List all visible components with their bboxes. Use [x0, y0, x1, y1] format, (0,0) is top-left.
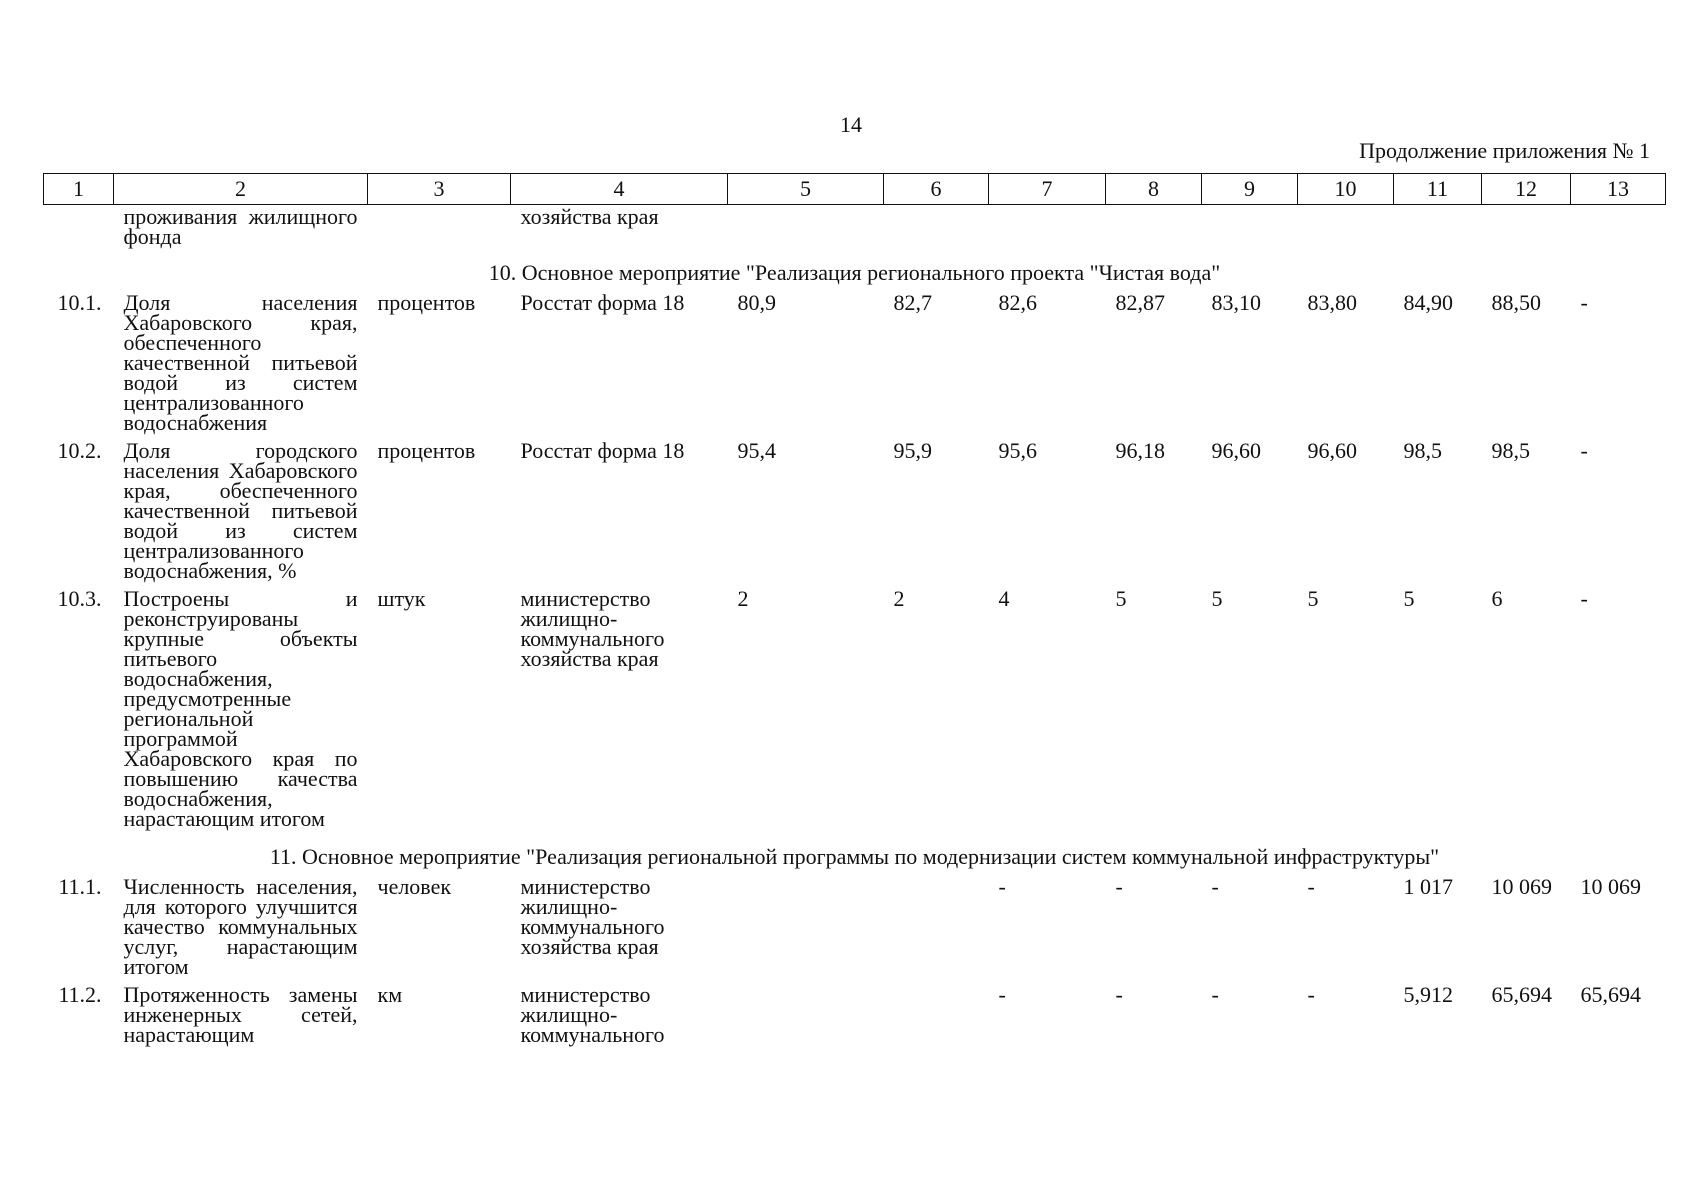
- value-cell: -: [998, 874, 1006, 899]
- column-header: 11: [1394, 174, 1482, 205]
- column-header: 1: [44, 174, 114, 205]
- section-title: 11. Основное мероприятие "Реализация региональной программы по модернизации систем коммунальной инфраструктуры": [269, 844, 1440, 869]
- unit-cell: штук: [377, 586, 426, 611]
- value-cell: 4: [998, 586, 1010, 611]
- table-row: [44, 985, 1666, 1053]
- value-cell: 84,90: [1403, 290, 1453, 315]
- value-cell: 96,18: [1115, 438, 1165, 463]
- column-header: 9: [1202, 174, 1298, 205]
- value-cell: -: [1307, 982, 1315, 1007]
- data-source: министерство жилищно-коммунального хозяйства края: [520, 586, 665, 671]
- value-cell: 83,10: [1211, 290, 1261, 315]
- data-source: хозяйства края: [520, 204, 659, 229]
- indicator-name: Доля населения Хабаровского края, обеспеченного качественной питьевой водой из систем централизованного водоснабжения: [123, 290, 358, 435]
- row-number: 10.2.: [57, 438, 102, 463]
- table-row: [44, 589, 1666, 837]
- page-number: 14: [840, 112, 862, 137]
- value-cell: 2: [893, 586, 905, 611]
- value-cell: 98,5: [1491, 438, 1530, 463]
- value-cell: [884, 985, 989, 1053]
- indicator-name: Численность населения, для которого улучшится качество коммунальных услуг, нарастающим итогом: [123, 874, 358, 979]
- data-source: Росстат форма 18: [520, 438, 685, 463]
- value-cell: [884, 877, 989, 985]
- indicators-table: [43, 173, 1666, 1053]
- value-cell: 82,87: [1115, 290, 1165, 315]
- indicator-name: Построены и реконструированы крупные объекты питьевого водоснабжения, предусмотренные региональной программой Хабаровского края по повышению качества водоснабжения, нарастающим итогом: [123, 586, 358, 831]
- value-cell: 88,50: [1491, 290, 1541, 315]
- value-cell: 96,60: [1211, 438, 1261, 463]
- indicator-name: Протяженность замены инженерных сетей, нарастающим: [123, 982, 358, 1047]
- column-header: 7: [989, 174, 1106, 205]
- value-cell: 82,7: [893, 290, 932, 315]
- value-cell: 5: [1211, 586, 1223, 611]
- data-source: министерство жилищно-коммунального: [520, 982, 665, 1047]
- continuation-label: Продолжение приложения № 1: [1359, 138, 1650, 163]
- indicator-name: Доля городского населения Хабаровского края, обеспеченного качественной питьевой водой из систем централизованного водоснабжения, %: [123, 438, 358, 583]
- value-cell: -: [998, 982, 1006, 1007]
- unit-cell: процентов: [377, 290, 476, 315]
- column-header: 13: [1571, 174, 1666, 205]
- value-cell: 95,4: [737, 438, 776, 463]
- table-row: [44, 293, 1666, 441]
- value-cell: -: [1580, 290, 1588, 315]
- column-number-header: [44, 174, 1666, 205]
- value-cell: 95,6: [998, 438, 1037, 463]
- indicator-name: проживания жилищного фонда: [123, 204, 358, 249]
- value-cell: -: [1211, 982, 1219, 1007]
- value-cell: 10 069: [1491, 874, 1552, 899]
- value-cell: [728, 877, 884, 985]
- value-cell: 2: [737, 586, 749, 611]
- row-number: 10.3.: [57, 586, 102, 611]
- value-cell: -: [1580, 438, 1588, 463]
- value-cell: 1 017: [1403, 874, 1453, 899]
- value-cell: 10 069: [1580, 874, 1641, 899]
- value-cell: 5,912: [1403, 982, 1453, 1007]
- column-header: 6: [884, 174, 989, 205]
- column-header: 8: [1106, 174, 1202, 205]
- section-header-row: [44, 837, 1666, 877]
- value-cell: 83,80: [1307, 290, 1357, 315]
- value-cell: 65,694: [1580, 982, 1641, 1007]
- value-cell: 6: [1491, 586, 1503, 611]
- column-header: 4: [511, 174, 728, 205]
- value-cell: -: [1580, 586, 1588, 611]
- continued-row: [44, 205, 1666, 254]
- value-cell: 5: [1403, 586, 1415, 611]
- value-cell: 5: [1307, 586, 1319, 611]
- data-source: Росстат форма 18: [520, 290, 685, 315]
- unit-cell: км: [377, 982, 403, 1007]
- value-cell: -: [1115, 874, 1123, 899]
- value-cell: 5: [1115, 586, 1127, 611]
- value-cell: 96,60: [1307, 438, 1357, 463]
- column-header: 10: [1298, 174, 1394, 205]
- value-cell: -: [1307, 874, 1315, 899]
- value-cell: -: [1115, 982, 1123, 1007]
- section-header-row: [44, 253, 1666, 293]
- column-header: 5: [728, 174, 884, 205]
- value-cell: 65,694: [1491, 982, 1552, 1007]
- value-cell: -: [1211, 874, 1219, 899]
- column-header: 2: [114, 174, 368, 205]
- unit-cell: человек: [377, 874, 452, 899]
- column-header: 3: [368, 174, 511, 205]
- table-row: [44, 877, 1666, 985]
- value-cell: 98,5: [1403, 438, 1442, 463]
- section-title: 10. Основное мероприятие "Реализация регионального проекта "Чистая вода": [488, 260, 1221, 285]
- row-number: 11.1.: [58, 874, 102, 899]
- data-source: министерство жилищно-коммунального хозяйства края: [520, 874, 665, 959]
- value-cell: 80,9: [737, 290, 776, 315]
- unit-cell: процентов: [377, 438, 476, 463]
- value-cell: [728, 985, 884, 1053]
- table-row: [44, 441, 1666, 589]
- row-number: 11.2.: [58, 982, 102, 1007]
- value-cell: 82,6: [998, 290, 1037, 315]
- row-number: 10.1.: [57, 290, 102, 315]
- column-header: 12: [1482, 174, 1571, 205]
- value-cell: 95,9: [893, 438, 932, 463]
